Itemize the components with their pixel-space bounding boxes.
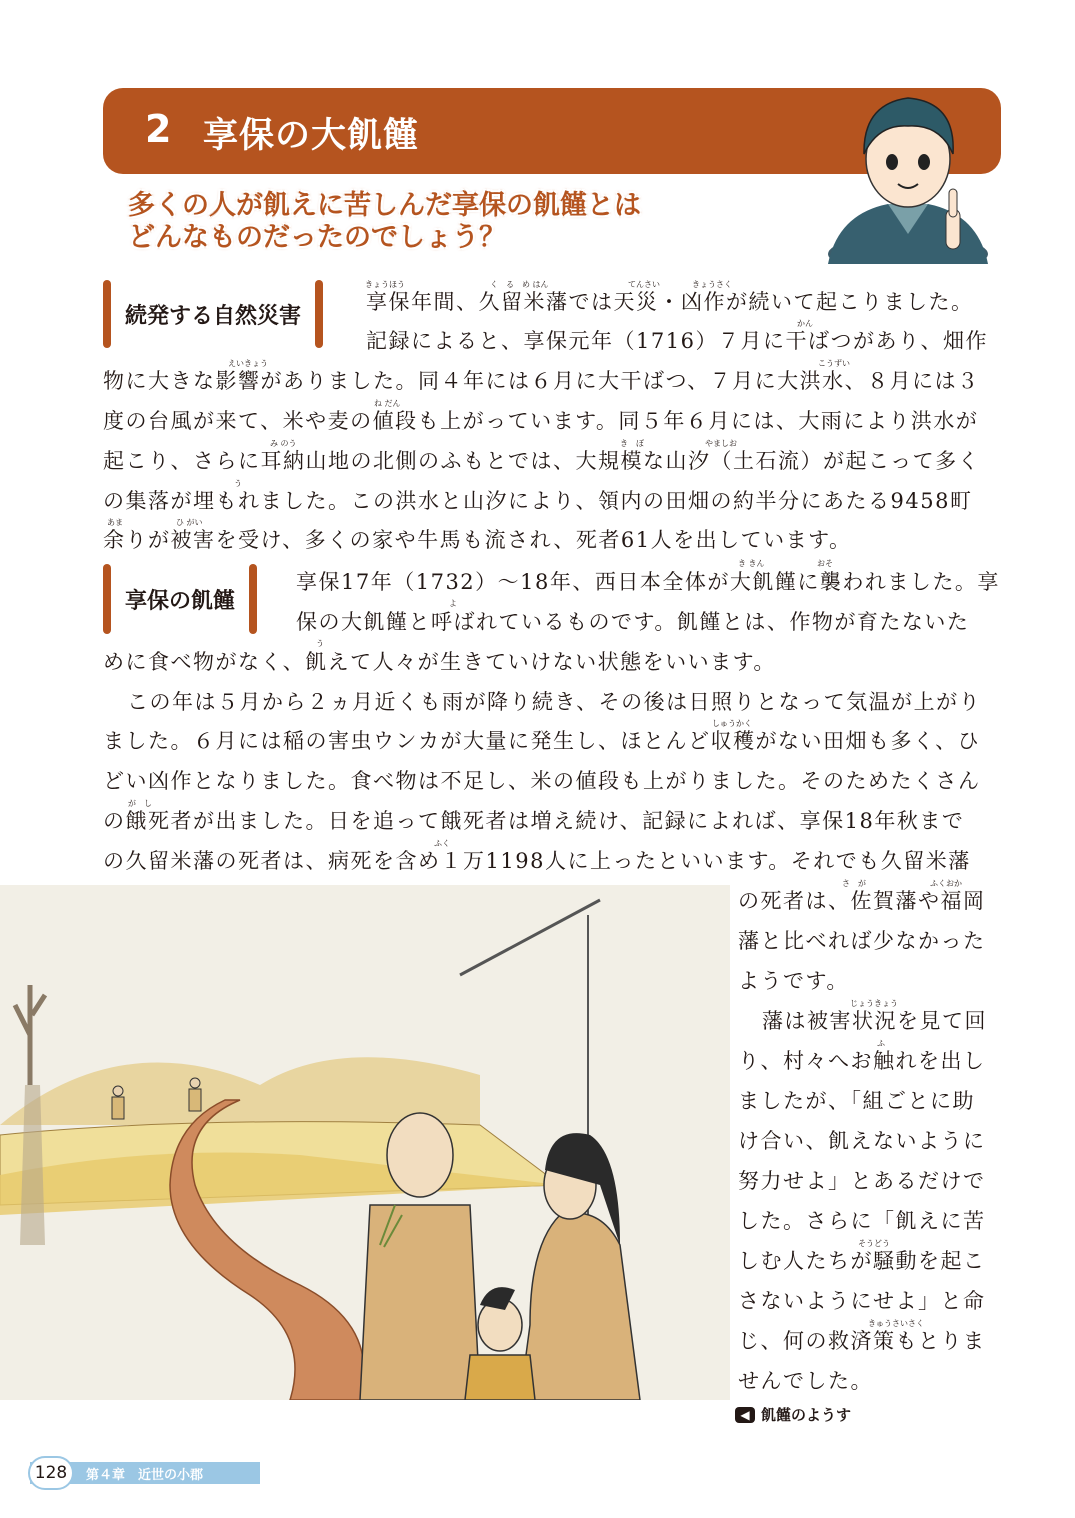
subheading-famine [103, 564, 257, 634]
body-text-line: の集落が埋もれました。この洪水と山汐により、領内の田畑の約半分にあたる9458町 [103, 489, 973, 513]
body-text-line: 享保年間、久留米藩では天災・凶作が続いて起こりました。 [366, 290, 974, 314]
subheading-label: 続発する自然災害 [125, 303, 302, 329]
subheading-bar [249, 564, 257, 634]
side-text-line: 努力せよ」とあるだけで [738, 1169, 986, 1193]
lead-question [128, 190, 641, 254]
body-text-line: 記録によると、享保元年（1716）７月に干ばつがあり、畑作 [366, 329, 988, 353]
ruby-annotation: かん [797, 319, 813, 328]
body-text-line: 享保17年（1732）〜18年、西日本全体が大飢饉に襲われました。享 [296, 570, 1000, 594]
chapter-label: 第４章 近世の小郡 [86, 1468, 204, 1483]
ruby-annotation: てんさい [628, 280, 660, 289]
side-text-line: け合い、飢えないように [738, 1129, 986, 1153]
figure-caption [735, 1404, 851, 1425]
body-text-line: 度の台風が来て、米や麦の値段も上がっています。同５年６月には、大雨により洪水が [103, 409, 979, 433]
body-text-line: 余りが被害を受け、多くの家や牛馬も流され、死者61人を出しています。 [103, 528, 852, 552]
ruby-annotation: よ [449, 599, 457, 608]
body-text-line: の餓死者が出ました。日を追って餓死者は増え続け、記録によれば、享保18年秋まで [103, 809, 965, 833]
subheading-bar [315, 280, 323, 348]
side-text-line: の死者は、佐賀藩や福岡 [738, 889, 986, 913]
mascot-boy-illustration [828, 84, 988, 264]
ruby-annotation: あま [107, 518, 123, 527]
ruby-annotation: えいきょう [228, 359, 268, 368]
lead-question-line-2: どんなものだったのでしょう？ [128, 222, 506, 253]
ruby-annotation: ふく [434, 839, 450, 848]
body-text-line: どい凶作となりました。食べ物は不足し、米の値段も上がりました。そのためたくさん [103, 769, 981, 793]
ruby-annotation: さ が [842, 879, 866, 888]
side-text-line: せんでした。 [738, 1369, 873, 1393]
body-text-line: 起こり、さらに耳納山地の北側のふもとでは、大規模な山汐（土石流）が起こって多く [103, 449, 981, 473]
ruby-annotation: こうずい [818, 359, 850, 368]
ruby-annotation: ね だん [374, 399, 401, 408]
body-text-line: この年は５月から２ヵ月近くも雨が降り続き、その後は日照りとなって気温が上がり [127, 690, 982, 714]
ruby-annotation: おそ [817, 559, 833, 568]
ruby-annotation: ひ がい [176, 518, 203, 527]
ruby-annotation: きゅうさいさく [868, 1319, 924, 1328]
ruby-annotation: きょうほう [365, 280, 405, 289]
body-text-line: めに食べ物がなく、飢えて人々が生きていけない状態をいいます。 [103, 650, 776, 674]
ruby-annotation: きょうさく [692, 280, 732, 289]
lead-question-line-1: 多くの人が飢えに苦しんだ享保の飢饉とは [128, 190, 641, 221]
body-text-line: 保の大飢饉と呼ばれているものです。飢饉とは、作物が育たないた [296, 610, 970, 634]
ruby-annotation: う [316, 639, 324, 648]
side-text-line: した。さらに「飢えに苦 [738, 1209, 986, 1233]
ruby-annotation: き きん [738, 559, 765, 568]
section-title: 享保の大飢饉 [203, 116, 420, 156]
arrow-left-icon: ◀ [735, 1407, 755, 1423]
ruby-annotation: ふ [877, 1039, 885, 1048]
figure-caption-text: 飢饉のようす [761, 1406, 852, 1424]
subheading-label: 享保の飢饉 [125, 588, 236, 614]
ruby-annotation: ふくおか [930, 879, 962, 888]
page-number: 128 [28, 1456, 74, 1490]
subheading-natural-disasters [103, 280, 323, 348]
ruby-annotation: み のう [270, 439, 297, 448]
side-text-line: 藩と比べれば少なかった [738, 929, 986, 953]
ruby-annotation: そうどう [858, 1239, 890, 1248]
section-number: 2 [145, 107, 172, 151]
ruby-annotation: う [234, 479, 242, 488]
ruby-annotation: しゅうかく [712, 719, 752, 728]
side-text-line: ようです。 [738, 969, 849, 993]
body-text-line: ました。６月には稲の害虫ウンカが大量に発生し、ほとんど収穫がない田畑も多く、ひ [103, 729, 981, 753]
body-text-line: の久留米藩の死者は、病死を含め１万1198人に上ったといいます。それでも久留米藩 [103, 849, 971, 873]
side-text-line: しむ人たちが騒動を起こ [738, 1249, 986, 1273]
side-text-line: じ、何の救済策もとりま [738, 1329, 986, 1353]
ruby-annotation: が し [128, 799, 152, 808]
ruby-annotation: く る め はん [490, 280, 549, 289]
side-text-line: り、村々へお触れを出し [738, 1049, 986, 1073]
side-text-line: さないようにせよ」と命 [738, 1289, 986, 1313]
subheading-bar [103, 564, 111, 634]
side-text-line: ましたが、「組ごとに助 [738, 1089, 975, 1113]
subheading-bar [103, 280, 111, 348]
famine-illustration [0, 885, 730, 1400]
ruby-annotation: き ぼ [620, 439, 644, 448]
body-text-line: 物に大きな影響がありました。同４年には６月に大干ばつ、７月に大洪水、８月には３ [103, 369, 980, 393]
ruby-annotation: やましお [705, 439, 737, 448]
side-text-line: 藩は被害状況を見て回 [762, 1009, 987, 1033]
ruby-annotation: じょうきょう [850, 999, 898, 1008]
